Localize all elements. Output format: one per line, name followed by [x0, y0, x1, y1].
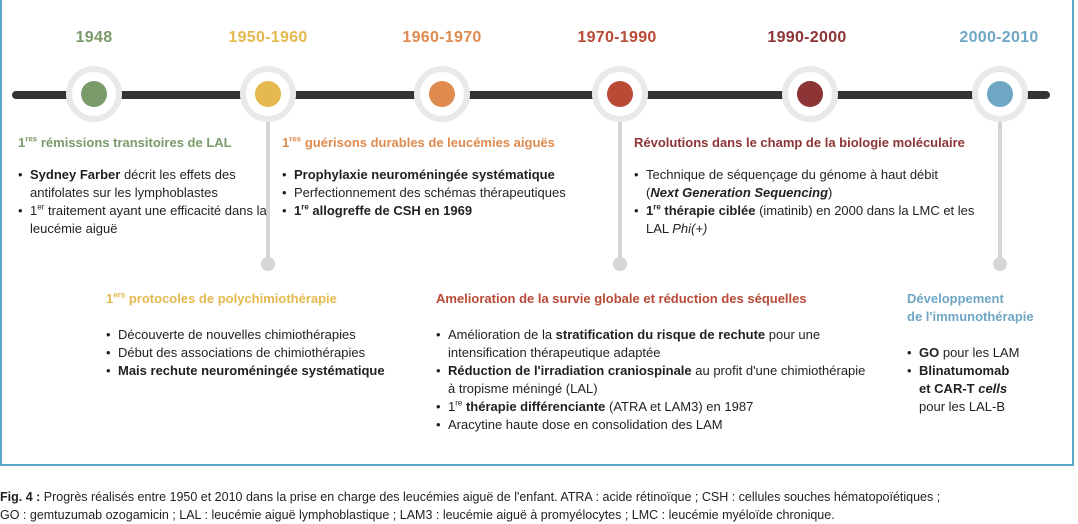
bullet-item: [106, 326, 426, 344]
heading-line: de l'immunothérapie: [907, 309, 1034, 324]
bold-text-part: allogreffe de CSH en 1969: [308, 203, 473, 218]
sup: re: [653, 202, 661, 212]
connector-end-2000: [993, 257, 1007, 271]
block-1950-heading: 1ers protocoles de polychimiothérapie: [106, 290, 337, 306]
caption-text: Progrès réalisés entre 1950 et 2010 dans la prise en charge des leucémies aiguë de l'enfant. ATRA : acide rétinoïque ; CSH : cellules souches hématopoïétiques ;: [40, 490, 941, 504]
era-year-1950-1960: 1950-1960: [228, 29, 308, 46]
block-1970-heading: Amelioration de la survie globale et réduction des séquelles: [436, 291, 807, 306]
bullet-item: [436, 416, 876, 434]
caption-line-2: GO : gemtuzumab ozogamicin ; LAL : leucémie aiguë lymphoblastique ; LAM3 : leucémie aiguë à promyélocytes ; LMC : leucémie myéloïde chronique.: [0, 508, 835, 522]
bullet-item: [436, 362, 876, 398]
block-1950-1960: [106, 290, 426, 380]
block-1960-heading: 1res guérisons durables de leucémies aiguës: [282, 134, 555, 150]
heading-text: guérisons durables de leucémies aiguës: [301, 135, 555, 150]
connector-end-1950: [261, 257, 275, 271]
sup: res: [25, 134, 38, 144]
bold-text: Prophylaxie neuroméningée systématique: [294, 167, 555, 182]
bullet-item: [18, 166, 268, 202]
sup: ers: [113, 290, 126, 300]
item-text: Amélioration de la: [448, 327, 556, 342]
heading-line: Développement: [907, 291, 1004, 306]
sup: res: [289, 134, 302, 144]
bold-text: thérapie différenciante: [462, 399, 606, 414]
item-text: Perfectionnement des schémas thérapeutiques: [294, 185, 566, 200]
bullet-item: [436, 326, 876, 362]
item-text: pour une intensification thérapeutique adaptée: [448, 327, 821, 360]
bullet-item: [907, 362, 1067, 416]
bullet-item: • 1re thérapie différenciante (ATRA et LAM3) en 1987: [436, 398, 876, 416]
sup: er: [37, 202, 45, 212]
heading-text: rémissions transitoires de LAL: [37, 135, 232, 150]
bold-text: 1re allogreffe de CSH en 1969: [294, 202, 473, 218]
era-year-1960-1970: 1960-1970: [402, 29, 482, 46]
timeline-dot-1990-2000: [797, 81, 823, 107]
item-text: pour les LAM: [939, 345, 1020, 360]
block-1948: [18, 134, 268, 238]
item-text: décrit les effets des antifolates sur les lymphoblastes: [30, 167, 236, 200]
bold-text-part: thérapie ciblée: [660, 203, 756, 218]
caption-label: Fig. 4 :: [0, 490, 41, 504]
heading-text: protocoles de polychimiothérapie: [125, 291, 337, 306]
paren: (: [646, 185, 651, 200]
item-text: (ATRA et LAM3) en 1987: [605, 399, 754, 414]
block-1990-heading: Révolutions dans le champ de la biologie moléculaire: [634, 135, 965, 150]
item-text: Début des associations de chimiothérapies: [118, 345, 366, 360]
caption-line-1: [0, 488, 1078, 506]
figure-caption: [0, 488, 1078, 524]
bullet-item: [282, 166, 612, 184]
timeline-track: [12, 91, 1050, 99]
bold-text: Réduction de l'irradiation craniospinale: [448, 363, 692, 378]
bold-text: Sydney Farber: [30, 167, 121, 182]
sup: re: [455, 398, 463, 408]
block-1990-2000: [634, 134, 994, 238]
era-year-2000-2010: 2000-2010: [959, 29, 1039, 46]
timeline-dot-1950-1960: [255, 81, 281, 107]
bold-text: 1re thérapie ciblée: [646, 202, 756, 218]
connector-2000: [998, 115, 1002, 263]
item-text: au profit d'une chimiothérapie à tropisme méningé (LAL): [448, 363, 866, 396]
bold-text: GO: [919, 345, 940, 360]
bold-text: Mais rechute neuroméningée systématique: [118, 363, 385, 378]
item-text: Aracytine haute dose en consolidation des LAM: [448, 417, 723, 432]
bullet-item: [634, 202, 994, 238]
timeline-dot-1948: [81, 81, 107, 107]
connector-1970: [618, 115, 622, 263]
paren: ): [828, 185, 833, 200]
bullet-item: [282, 202, 612, 220]
timeline-dot-1970-1990: [607, 81, 633, 107]
bold-text: stratification du risque de rechute: [555, 327, 766, 342]
block-2000-2010: [907, 290, 1067, 416]
item-text: Technique de séquençage du génome à haut débit: [646, 167, 939, 182]
block-1948-heading: 1res rémissions transitoires de LAL: [18, 134, 232, 150]
block-2000-heading: [907, 290, 1067, 326]
bold-italic-text: Next Generation Sequencing: [650, 185, 829, 200]
timeline-dot-2000-2010: [987, 81, 1013, 107]
sup: re: [301, 202, 309, 212]
bold-text: Blinatumomab: [919, 363, 1010, 378]
bullet-item: [907, 344, 1067, 362]
block-1960-1970: [282, 134, 612, 220]
item-text: pour les LAL-B: [919, 399, 1005, 414]
item-text: traitement ayant une efficacité dans la leucémie aiguë: [30, 203, 267, 236]
bullet-item: • 1er traitement ayant une efficacité dans la leucémie aiguë: [18, 202, 268, 238]
bullet-item: [282, 184, 612, 202]
item-text: Découverte de nouvelles chimiothérapies: [118, 327, 356, 342]
bullet-item: [106, 362, 426, 380]
era-year-1990-2000: 1990-2000: [767, 29, 847, 46]
era-year-1970-1990: 1970-1990: [577, 29, 657, 46]
timeline-dot-1960-1970: [429, 81, 455, 107]
item-text: (imatinib) en 2000 dans la LMC et les LAL: [646, 203, 975, 236]
connector-end-1970: [613, 257, 627, 271]
bullet-item: [106, 344, 426, 362]
bold-text: et CAR-T: [919, 381, 979, 396]
bold-italic-text: cells: [978, 381, 1008, 396]
bullet-item: [634, 166, 994, 202]
italic-text: Phi(+): [672, 221, 708, 236]
block-1970-1990: [436, 290, 876, 434]
era-year-1948: 1948: [75, 29, 113, 46]
